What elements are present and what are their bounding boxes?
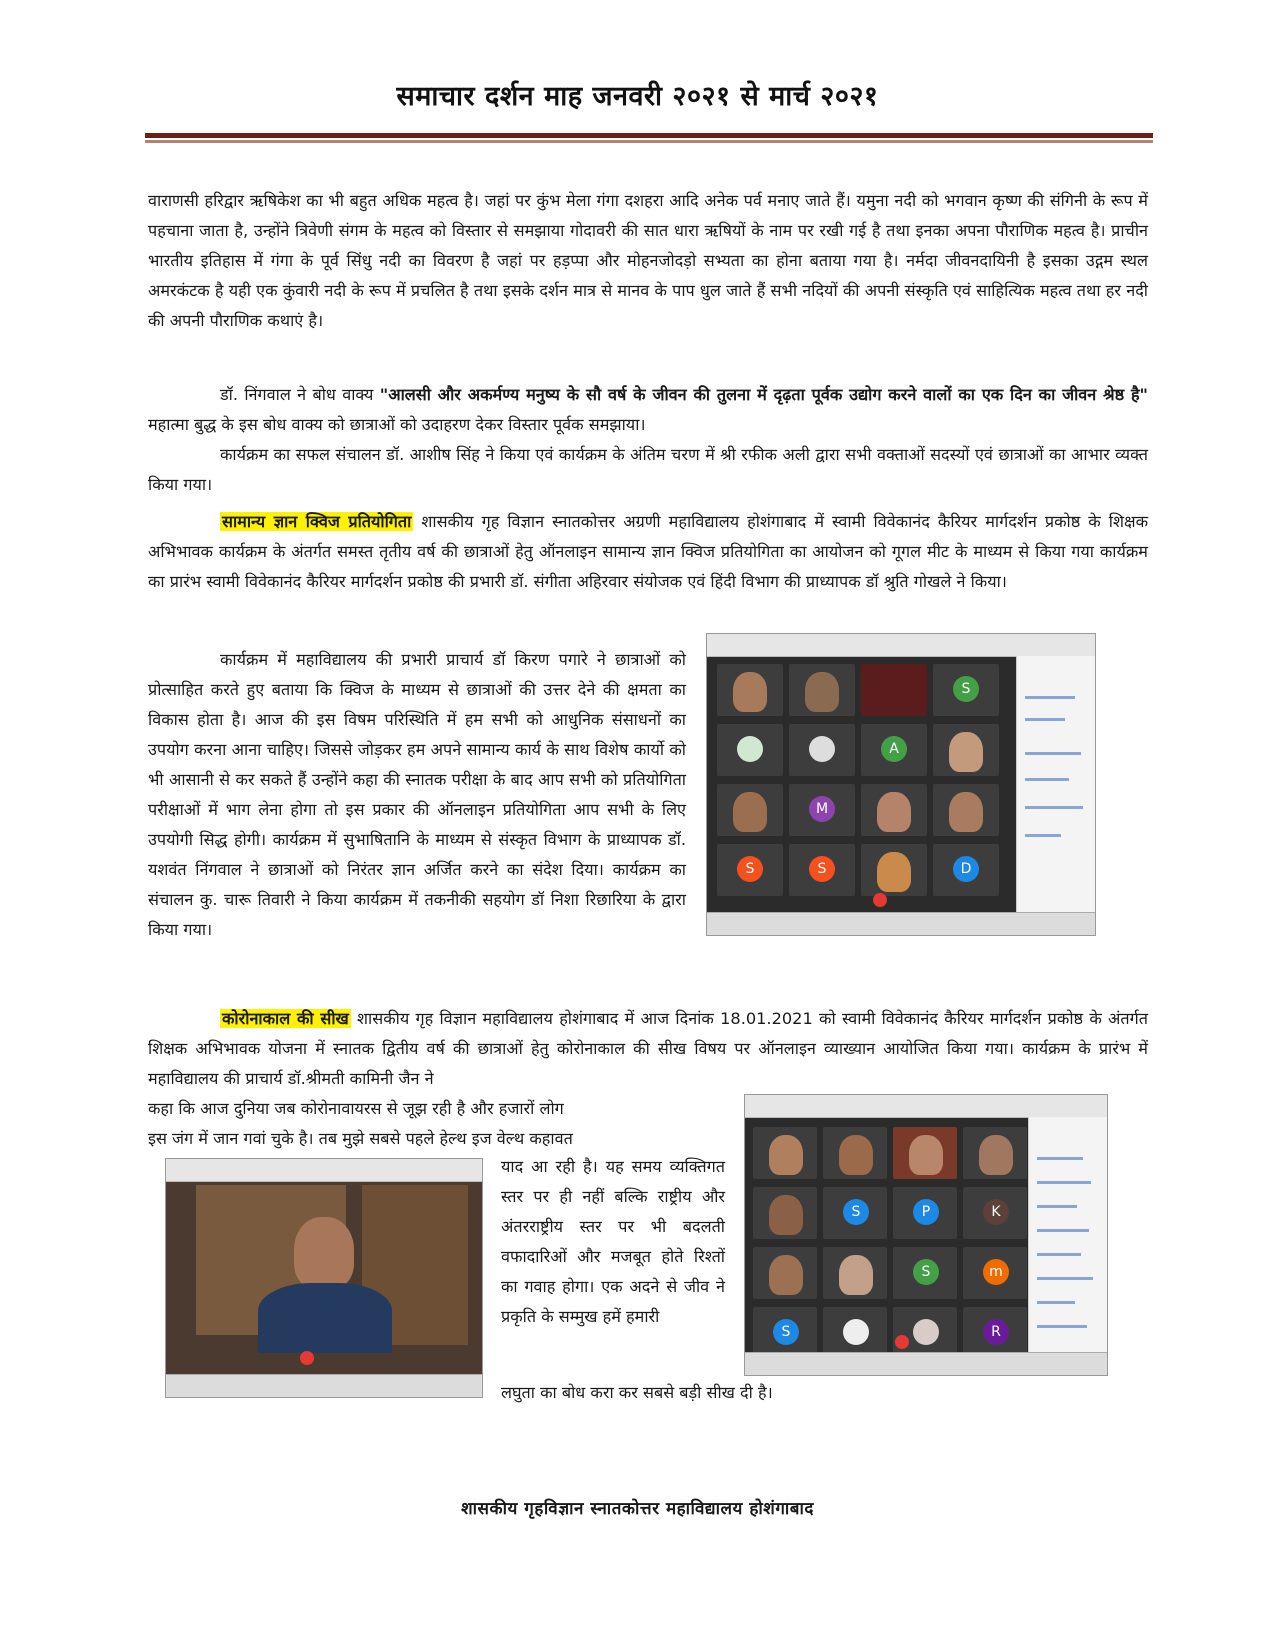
participant-tile <box>717 664 783 716</box>
speaker-shirt <box>258 1283 392 1353</box>
paragraph-corona-intro <box>148 1004 1148 1094</box>
page-footer: शासकीय गृहविज्ञान स्नातकोत्तर महाविद्यालय होशंगाबाद <box>461 1499 814 1519</box>
participant-tile <box>753 1247 817 1299</box>
quote-tail: महात्मा बुद्ध के इस बोध वाक्य को छात्राओं को उदाहरण देकर विस्तार पूर्वक समझाया। <box>148 415 646 434</box>
participant-tile <box>933 784 999 836</box>
taskbar <box>745 1352 1107 1375</box>
participant-tile: K <box>963 1187 1027 1239</box>
google-meet-screenshot-quiz <box>706 633 1096 936</box>
participant-tile <box>933 724 999 776</box>
corona-narrow-column: याद आ रही है। यह समय व्यक्तिगत स्तर पर ही नहीं बल्कि राष्ट्रीय और अंतरराष्ट्रीय स्तर पर भी बदलती वफादारिओं और मजबूत होते रिश्तों का गवाह होगा। एक अदने से जीव ने प्रकृति के सम्मुख हमें हमारी <box>501 1157 725 1326</box>
participant-tile <box>789 664 855 716</box>
end-call-icon <box>873 893 887 907</box>
participant-tile <box>893 1127 957 1179</box>
header-rule <box>145 133 1153 138</box>
paragraph-quiz-body: कार्यक्रम में महाविद्यालय की प्रभारी प्राचार्य डॉ किरण पगारे ने छात्राओं को प्रोत्साहित करते हुए बताया कि क्विज के माध्यम से छात्राओं की उत्तर देने की क्षमता का विकास होता है। आज की इस विषम परिस्थिति में हम सभी को आधुनिक संसाधनों का उपयोग करना आना चाहिए। जिससे जोड़कर हम अपने सामान्य कार्य के साथ विशेष कार्यो को भी आसानी से कर सकते हैं उन्होंने कहा की स्नातक परीक्षा के बाद आप सभी को प्रतियोगिता परीक्षाओं में भाग लेना होगा तो इस प्रकार की ऑनलाइन प्रतियोगिता आप सभी के लिए उपयोगी सिद्ध होगी। कार्यक्रम में सुभाषितानि के माध्यम से संस्कृत विभाग के प्राध्यापक डॉ. यशवंत निंगवाल ने छात्राओं को निरंतर ज्ञान अर्जित करने का संदेश दिया। कार्यक्रम का संचालन कु. चारू तिवारी ने किया कार्यक्रम में तकनीकी सहयोग डॉ निशा रिछारिया के द्वारा किया गया। <box>148 650 686 939</box>
corona-line-a: कहा कि आज दुनिया जब कोरोनावायरस से जूझ रही है और हजारों लोग <box>148 1099 564 1118</box>
end-call-icon <box>895 1335 909 1349</box>
paragraph-quote <box>148 380 1148 440</box>
end-call-icon <box>300 1351 314 1365</box>
paragraph-thanks: कार्यक्रम का सफल संचालन डॉ. आशीष सिंह ने किया एवं कार्यक्रम के अंतिम चरण में श्री रफीक अली द्वारा सभी वक्ताओं सदस्यों एवं छात्राओं का आभार व्यक्त किया गया। <box>148 445 1148 494</box>
participant-tile: P <box>893 1187 957 1239</box>
quiz-intro-text: शासकीय गृह विज्ञान स्नातकोत्तर अग्रणी महाविद्यालय होशंगाबाद में स्वामी विवेकानंद कैरियर मार्गदर्शन प्रकोष्ठ के शिक्षक अभिभावक कार्यक्रम के अंतर्गत समस्त तृतीय वर्ष की छात्राओं हेतु ऑनलाइन सामान्य ज्ञान क्विज प्रतियोगिता का आयोजन को गूगल मीट के माध्यम से किया गया कार्यक्रम का प्रारंभ स्वामी विवेकानंद कैरियर मार्गदर्शन प्रकोष्ठ की प्रभारी डॉ. संगीता अहिरवार संयोजक एवं हिंदी विभाग की प्राध्यापक डॉ श्रुति गोखले ने किया। <box>148 512 1149 591</box>
paragraph-quiz-intro <box>148 507 1148 597</box>
page-title: समाचार दर्शन माह जनवरी २०२१ से मार्च २०२१ <box>396 81 879 112</box>
browser-bar <box>707 634 1095 657</box>
participant-tile <box>789 724 855 776</box>
participant-tile: S <box>933 664 999 716</box>
header-rule-shadow <box>145 140 1153 143</box>
participant-tile <box>861 784 927 836</box>
corona-line-b: इस जंग में जान गवां चुके है। तब मुझे सबसे पहले हेल्थ इज वेल्थ कहावत <box>148 1129 573 1148</box>
speaker-face <box>294 1217 354 1289</box>
participant-tile <box>861 664 927 716</box>
taskbar <box>166 1374 482 1397</box>
corona-last-line: लघुता का बोध करा कर सबसे बड़ी सीख दी है। <box>501 1383 773 1402</box>
quote-text: "आलसी और अकर्मण्य मनुष्य के सौ वर्ष के जीवन की तुलना में दृढ़ता पूर्वक उद्योग करने वालों का एक दिन का जीवन श्रेष्ठ है" <box>379 385 1148 404</box>
participants-panel <box>1028 1117 1107 1353</box>
participant-tile <box>823 1127 887 1179</box>
participant-tile: M <box>789 784 855 836</box>
participant-tile: S <box>717 844 783 896</box>
speaker-video-screenshot <box>165 1158 483 1398</box>
google-meet-screenshot-corona <box>744 1094 1108 1376</box>
chat-panel <box>1016 656 1095 913</box>
participant-tile <box>717 724 783 776</box>
participant-tile <box>753 1127 817 1179</box>
participant-tile: S <box>823 1187 887 1239</box>
participant-tile <box>753 1187 817 1239</box>
participant-tile: S <box>893 1247 957 1299</box>
quote-lead: डॉ. निंगवाल ने बोध वाक्य <box>220 385 380 404</box>
participant-tile <box>717 784 783 836</box>
participant-tile: D <box>933 844 999 896</box>
section-heading-corona: कोरोनाकाल की सीख <box>222 1009 349 1028</box>
participant-tile: m <box>963 1247 1027 1299</box>
paragraph-rivers: वाराणसी हरिद्वार ऋषिकेश का भी बहुत अधिक महत्व है। जहां पर कुंभ मेला गंगा दशहरा आदि अनेक पर्व मनाए जाते हैं। यमुना नदी को भगवान कृष्ण की संगिनी के रूप में पहचाना जाता है, उन्होंने त्रिवेणी संगम के महत्व को विस्तार से समझाया गोदावरी की सात धारा ऋषियों के नाम पर रखी गई है तथा इनका अपना पौराणिक महत्व है। प्राचीन भारतीय इतिहास में गंगा के पूर्व सिंधु नदी का विवरण है जहां पर हड़प्पा और मोहनजोदड़ो सभ्यता का होना बताया गया है। नर्मदा जीवनदायिनी है इसका उद्गम स्थल अमरकंटक है यही एक कुंवारी नदी के रूप में प्रचलित है तथा इसके दर्शन मात्र से मानव के पाप धुल जाते हैं सभी नदियों की अपनी संस्कृति एवं साहित्यिक महत्व तथा हर नदी की अपनी पौराणिक कथाएं है। <box>148 191 1148 330</box>
corona-intro-text: शासकीय गृह विज्ञान महाविद्यालय होशंगाबाद में आज दिनांक 18.01.2021 को स्वामी विवेकानंद कैरियर मार्गदर्शन प्रकोष्ठ के अंतर्गत शिक्षक अभिभावक योजना में स्नातक द्वितीय वर्ष की छात्राओं हेतु कोरोनाकाल की सीख विषय पर ऑनलाइन व्याख्यान आयोजित किया गया। कार्यक्रम के प्रारंभ में महाविद्यालय की प्राचार्य डॉ.श्रीमती कामिनी जैन ने <box>148 1009 1148 1088</box>
participant-tile <box>861 844 927 896</box>
browser-bar <box>745 1095 1107 1118</box>
participant-tile: R <box>963 1307 1027 1359</box>
section-heading-quiz: सामान्य ज्ञान क्विज प्रतियोगिता <box>222 512 412 531</box>
participant-tile: A <box>861 724 927 776</box>
participant-tile <box>823 1247 887 1299</box>
participant-tile: S <box>789 844 855 896</box>
browser-bar <box>166 1159 482 1182</box>
participant-tile: S <box>753 1307 817 1359</box>
participant-tile <box>963 1127 1027 1179</box>
taskbar <box>707 912 1095 935</box>
